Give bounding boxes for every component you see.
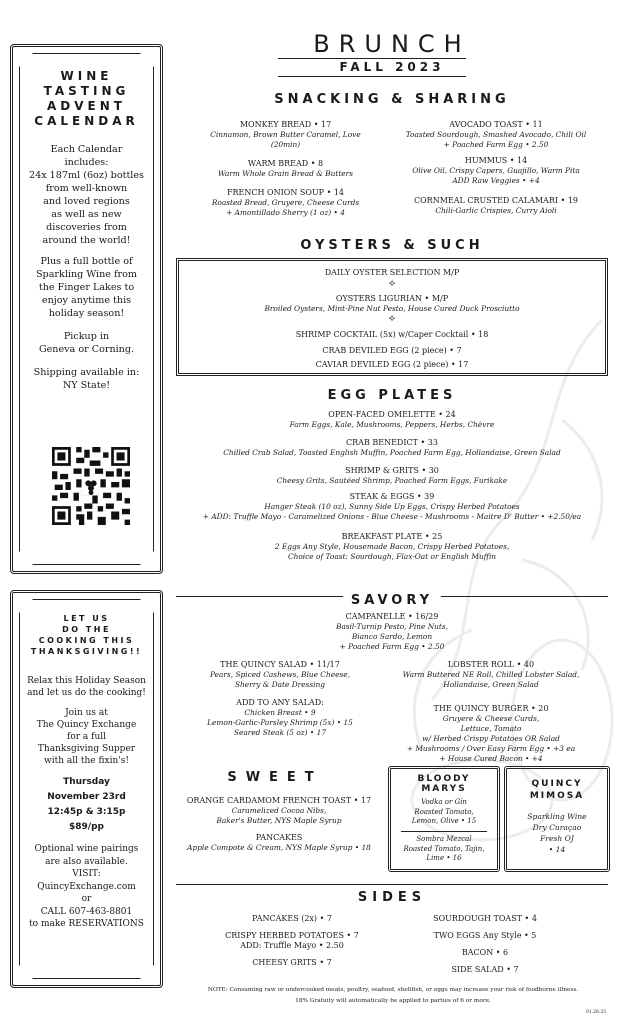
mezcal-bloody-desc: Sombra Mezcal Roasted Tomato, Tajin, Lime • 16 <box>403 835 485 862</box>
title-divider <box>278 58 466 59</box>
thanksgiving-panel-title: LET US DO THE COOKING THIS THANKSGIVING!! <box>30 614 143 656</box>
side-item: CHEESY GRITS • 7 <box>252 958 332 967</box>
menu-subtitle: FALL 2023 <box>339 60 445 74</box>
sides-divider <box>176 884 608 885</box>
footer-code: 01.28.23 <box>586 1010 607 1015</box>
sweet-list <box>172 796 386 853</box>
quincy-salad-item: THE QUINCY SALAD • 11/17 Pears, Spiced Cashews, Blue Cheese, Sherry & Date Dressing <box>210 660 350 689</box>
quincy-mimosa-desc: Sparkling Wine Dry Curaçao Fresh OJ • 14 <box>527 812 587 854</box>
section-savory-title: SAVORY <box>176 593 608 608</box>
caviar-deviled-egg: CAVIAR DEVILED EGG (2 piece) • 17 <box>315 360 469 369</box>
section-egg-plates-title: EGG PLATES <box>327 388 457 403</box>
menu-item: CRAB BENEDICT • 33 Chilled Crab Salad, Toasted English Muffin, Poached Farm Egg, Hollandaise, Green Salad <box>223 438 561 457</box>
wine-panel-title: WINE TASTING ADVENT CALENDAR <box>34 69 139 128</box>
wine-panel-description: Each Calendar includes: 24x 187ml (6oz) bottles from well-known and loved regions as well as new discoveries from around the world! <box>29 144 144 246</box>
thanksgiving-invite: Join us at The Quincy Exchange for a full Thanksgiving Supper with all the fixin's! <box>36 708 137 766</box>
campanelle-item: CAMPANELLE • 16/29 Basil-Turnip Pesto, Pine Nuts, Bianco Sardo, Lemon + Poached Farm Egg • 2.50 <box>335 612 449 651</box>
oysters-box <box>176 258 608 376</box>
daily-oyster-selection: DAILY OYSTER SELECTION M/P <box>324 268 460 277</box>
menu-item: STEAK & EGGS • 39 Hanger Steak (10 oz), Sunny Side Up Eggs, Crispy Herbed Potatoes + ADD: Truffle Mayo - Caramelized Onions - Blue Cheese - Mushrooms - Maitre D' Butter • +2.50/ea <box>202 492 582 521</box>
thanksgiving-reservations: Optional wine pairings are also available. VISIT: QuincyExchange.com or CALL 607-463-8801 to make RESERVATIONS <box>13 843 160 931</box>
menu-title: BRUNCH <box>313 30 471 58</box>
qr-code[interactable] <box>52 447 130 525</box>
side-item: SOURDOUGH TOAST • 4 <box>433 914 537 923</box>
bloody-marys-title: BLOODY MARYS <box>417 774 471 794</box>
thanksgiving-panel <box>10 590 163 988</box>
section-sweet-title: SWEET <box>227 770 323 785</box>
bloody-marys-box <box>388 766 500 872</box>
egg-plates-list <box>172 410 612 562</box>
quincy-burger-item: THE QUINCY BURGER • 20 Gruyere & Cheese Curds, Lettuce, Tomato w/ Herbed Crispy Potatoes OR Salad + Mushrooms / Over Easy Farm Egg • +3 ea + House Cured Bacon • +4 <box>406 704 576 763</box>
menu-item: SHRIMP & GRITS • 30 Cheesy Grits, Sautéed Shrimp, Poached Farm Eggs, Furikake <box>276 466 508 485</box>
bloody-marys-desc: Vodka or Gin Roasted Tomato, Lemon, Olive • 15 <box>411 798 477 825</box>
menu-item: ORANGE CARDAMOM FRENCH TOAST • 17 Caramelized Cocoa Nibs, Baker's Butter, NYS Maple Syrup <box>186 796 372 825</box>
menu-item: OPEN-FACED OMELETTE • 24 Farm Eggs, Kale, Mushrooms, Peppers, Herbs, Chèvre <box>289 410 495 429</box>
menu-item: BREAKFAST PLATE • 25 2 Eggs Any Style, Housemade Bacon, Crispy Herbed Potatoes, Choice of Toast: Sourdough, Flax-Oat or English Muffin <box>274 532 510 561</box>
side-item: PANCAKES (2x) • 7 <box>252 914 332 923</box>
side-item: TWO EGGS Any Style • 5 <box>433 931 537 940</box>
thanksgiving-date-price: Thursday November 23rd 12:45p & 3:15p $89/pp <box>47 777 126 832</box>
lobster-roll-item: LOBSTER ROLL • 40 Warm Buttered NE Roll, Chilled Lobster Salad, Hollandaise, Green Salad <box>402 660 580 689</box>
side-item: BACON • 6 <box>461 948 509 957</box>
menu-item: CORNMEAL CRUSTED CALAMARI • 19 Chili-Garlic Crispies, Curry Aioli <box>414 196 578 215</box>
section-snacking-title: SNACKING & SHARING <box>274 92 510 107</box>
snacking-left-column <box>178 120 393 218</box>
sides-left-column <box>192 914 392 968</box>
subtitle-divider <box>278 76 466 77</box>
flourish-divider: ⟡ <box>388 313 396 324</box>
snacking-right-column <box>382 120 610 216</box>
footer-note: NOTE: Consuming raw or undercooked meats, poultry, seafood, shellfish, or eggs may increase your risk of foodborne illness. 18% Gratuity will automatically be applied to parties of 6 or more. <box>207 987 579 1004</box>
website-link[interactable]: QuincyExchange.com <box>37 881 136 892</box>
menu-item: HUMMUS • 14 Olive Oil, Crispy Capers, Guajillo, Warm Pita ADD Raw Veggies • +4 <box>412 156 580 185</box>
phone-link[interactable]: CALL 607-463-8801 <box>40 906 133 917</box>
side-item: CRISPY HERBED POTATOES • 7 <box>225 931 359 940</box>
menu-item: PANCAKES Apple Compote & Cream, NYS Maple Syrup • 18 <box>187 833 371 852</box>
oysters-ligurian: OYSTERS LIGURIAN • M/P <box>335 294 449 303</box>
section-sides-title: SIDES <box>357 890 427 905</box>
crab-deviled-egg: CRAB DEVILED EGG (2 piece) • 7 <box>322 346 462 355</box>
wine-panel-shipping: Shipping available in: NY State! <box>33 367 140 391</box>
side-item: SIDE SALAD • 7 <box>451 965 519 974</box>
menu-item: AVOCADO TOAST • 11 Toasted Sourdough, Smashed Avocado, Chili Oil + Poached Farm Egg • 2.50 <box>405 120 587 149</box>
wine-panel-bonus: Plus a full bottle of Sparkling Wine from the Finger Lakes to enjoy anytime this holiday season! <box>35 256 137 319</box>
side-item-addon: ADD: Truffle Mayo • 2.50 <box>240 941 344 950</box>
shrimp-cocktail: SHRIMP COCKTAIL (5x) w/Caper Cocktail • 18 <box>295 330 489 339</box>
oysters-ligurian-desc: Broiled Oysters, Mint-Pine Nut Pesto, House Cured Duck Prosciutto <box>264 304 520 313</box>
quincy-mimosa-box <box>504 766 610 872</box>
menu-item: FRENCH ONION SOUP • 14 Roasted Bread, Gruyere, Cheese Curds + Amontillado Sherry (1 oz) • 4 <box>211 188 360 217</box>
section-oysters-title: OYSTERS & SUCH <box>300 238 484 253</box>
sides-right-column <box>400 914 570 975</box>
thanksgiving-intro: Relax this Holiday Season and let us do the cooking! <box>27 676 146 698</box>
flourish-divider: ⟡ <box>388 278 396 289</box>
menu-item: MONKEY BREAD • 17 Cinnamon, Brown Butter Caramel, Love (20min) <box>210 120 361 149</box>
quincy-mimosa-title: QUINCY MIMOSA <box>529 779 585 801</box>
wine-panel-pickup: Pickup in Geneva or Corning. <box>38 331 135 355</box>
menu-item: WARM BREAD • 8 Warm Whole Grain Bread & Butters <box>217 159 354 178</box>
add-to-salad-item: ADD TO ANY SALAD: Chicken Breast • 9 Lemon-Garlic-Parsley Shrimp (5x) • 15 Seared Steak (5 oz) • 17 <box>207 698 353 737</box>
